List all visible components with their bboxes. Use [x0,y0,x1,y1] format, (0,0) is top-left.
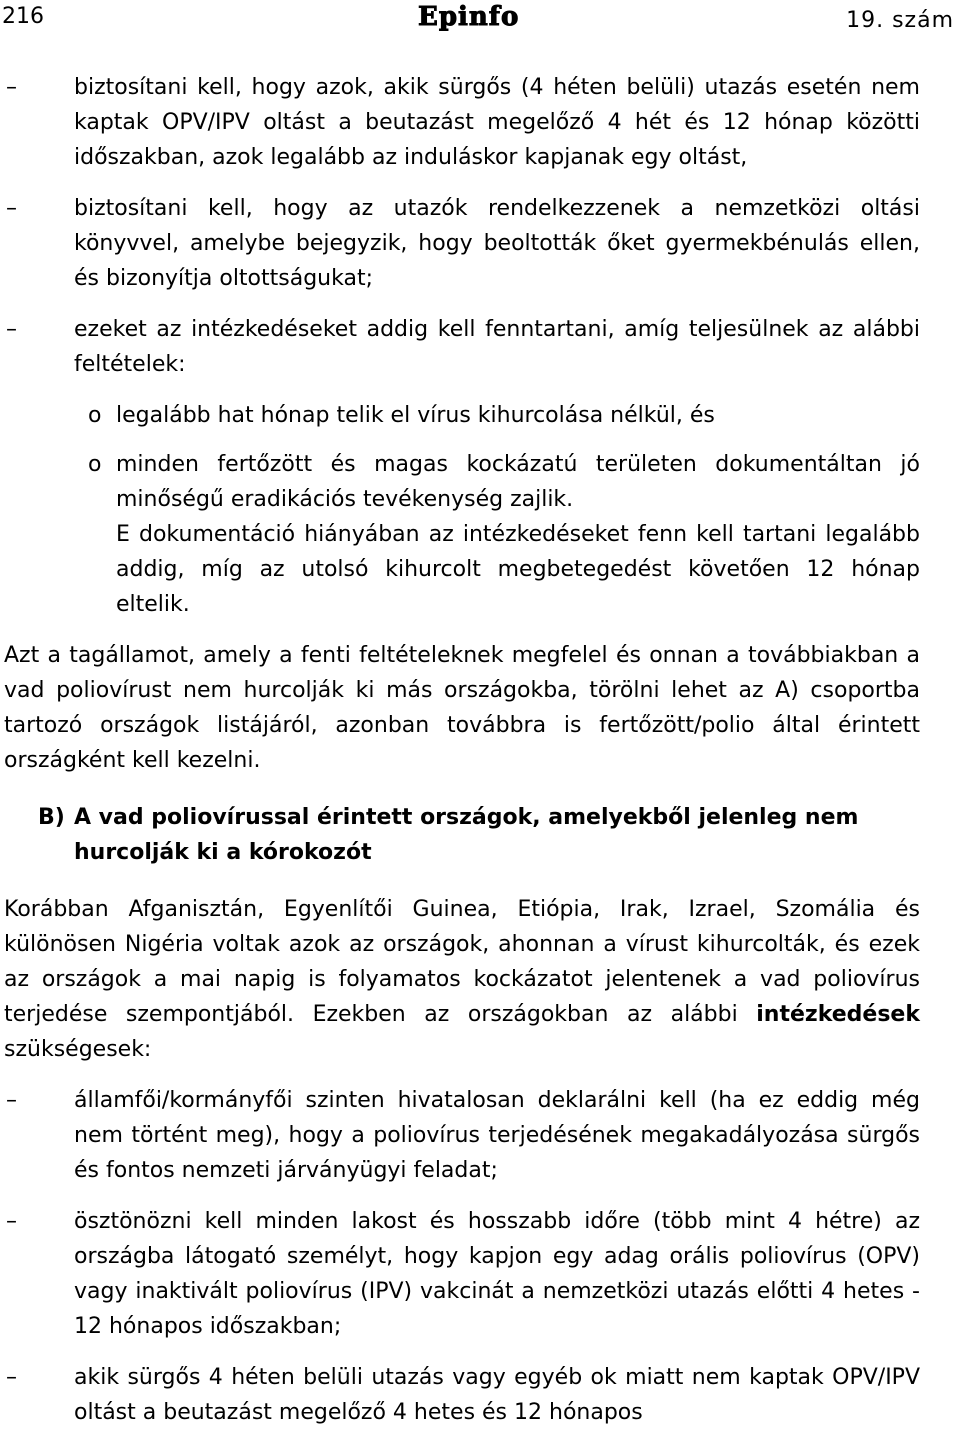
dash-marker: – [6,1088,17,1113]
dash-marker: – [6,1209,17,1234]
bullet-text: államfői/kormányfői szinten hivatalosan deklarálni kell (ha ez eddig még nem történt meg), hogy a poliovírus terjedésének megakadályozása sürgős és fontos nemzeti járványügyi feladat; [74,1088,920,1183]
bullet-text: biztosítani kell, hogy az utazók rendelkezzenek a nemzetközi oltási könyvvel, amelybe bejegyzik, hogy beoltották őket gyermekbénulás ellen, és bizonyítja oltottságukat; [74,196,920,291]
sub-bullet-item [0,398,920,433]
dash-marker: – [6,317,17,342]
paragraph: Azt a tagállamot, amely a fenti feltételeknek megfelel és onnan a továbbiakban a vad poliovírust nem hurcolják ki más országokba, törölni lehet az A) csoportba tartozó országok listájáról, azonban továbbra is fertőzött/polio által érintett országként kell kezelni. [4,643,920,773]
paragraph-text: Korábban Afganisztán, Egyenlítői Guinea, Etiópia, Irak, Izrael, Szomália és különösen Nigéria voltak azok az országok, ahonnan a vírust kihurcolták, és ezek az országok a mai napig is folyamatos kockázatot jelentenek a vad poliovírus terjedése szempontjából. Ezekben az országokban az alábbi [4,897,920,1027]
bullet-text: ösztönözni kell minden lakost és hosszabb időre (több mint 4 hétre) az országba látogató személyt, hogy kapjon egy adag orális poliovírus (OPV) vagy inaktivált poliovírus (IPV) vakcinát a nemzetközi utazás előtti 4 hetes - 12 hónapos időszakban; [74,1209,920,1339]
bullet-text: biztosítani kell, hogy azok, akik sürgős (4 héten belüli) utazás esetén nem kaptak OPV/IPV oltást a beutazást megelőző 4 hét és 12 hónap közötti időszakban, azok legalább az induláskor kapjanak egy oltást, [74,75,920,170]
sub-bullet-item [0,447,920,517]
paragraph [0,892,920,1067]
document-body [0,70,920,1430]
issue-number: 19. szám [846,8,954,33]
epinfo-logo: Epinfo [418,2,520,32]
dash-marker: – [6,1365,17,1390]
circle-bullet-icon: o [88,403,102,428]
dash-marker: – [6,196,17,221]
bullet-text: akik sürgős 4 héten belüli utazás vagy egyéb ok miatt nem kaptak OPV/IPV oltást a beutazást megelőző 4 hetes és 12 hónapos [74,1365,920,1425]
page-number: 216 [2,4,44,29]
dash-marker: – [6,75,17,100]
sub-note: E dokumentáció hiányában az intézkedéseket fenn kell tartani legalább addig, míg az utolsó kihurcolt megbetegedést követően 12 hónap eltelik. [116,522,920,617]
paragraph-text: szükségesek: [4,1037,152,1062]
bullet-item [0,1204,920,1344]
bullet-item [0,70,920,175]
bullet-item [0,191,920,296]
bullet-item [0,312,920,382]
section-letter: B) [38,805,65,830]
sub-bullet-text: legalább hat hónap telik el vírus kihurcolása nélkül, és [116,403,715,428]
bullet-text: ezeket az intézkedéseket addig kell fenntartani, amíg teljesülnek az alábbi feltételek: [74,317,920,377]
emphasis-text: intézkedések [756,1002,920,1027]
sub-bullet-text: minden fertőzött és magas kockázatú területen dokumentáltan jó minőségű eradikációs tevékenység zajlik. [116,452,920,512]
circle-bullet-icon: o [88,452,102,477]
page-header [0,0,960,40]
bullet-item [0,1360,920,1430]
section-title: A vad poliovírussal érintett országok, amelyekből jelenleg nem hurcolják ki a kórokozót [74,805,859,865]
section-heading [0,800,920,870]
bullet-item [0,1083,920,1188]
